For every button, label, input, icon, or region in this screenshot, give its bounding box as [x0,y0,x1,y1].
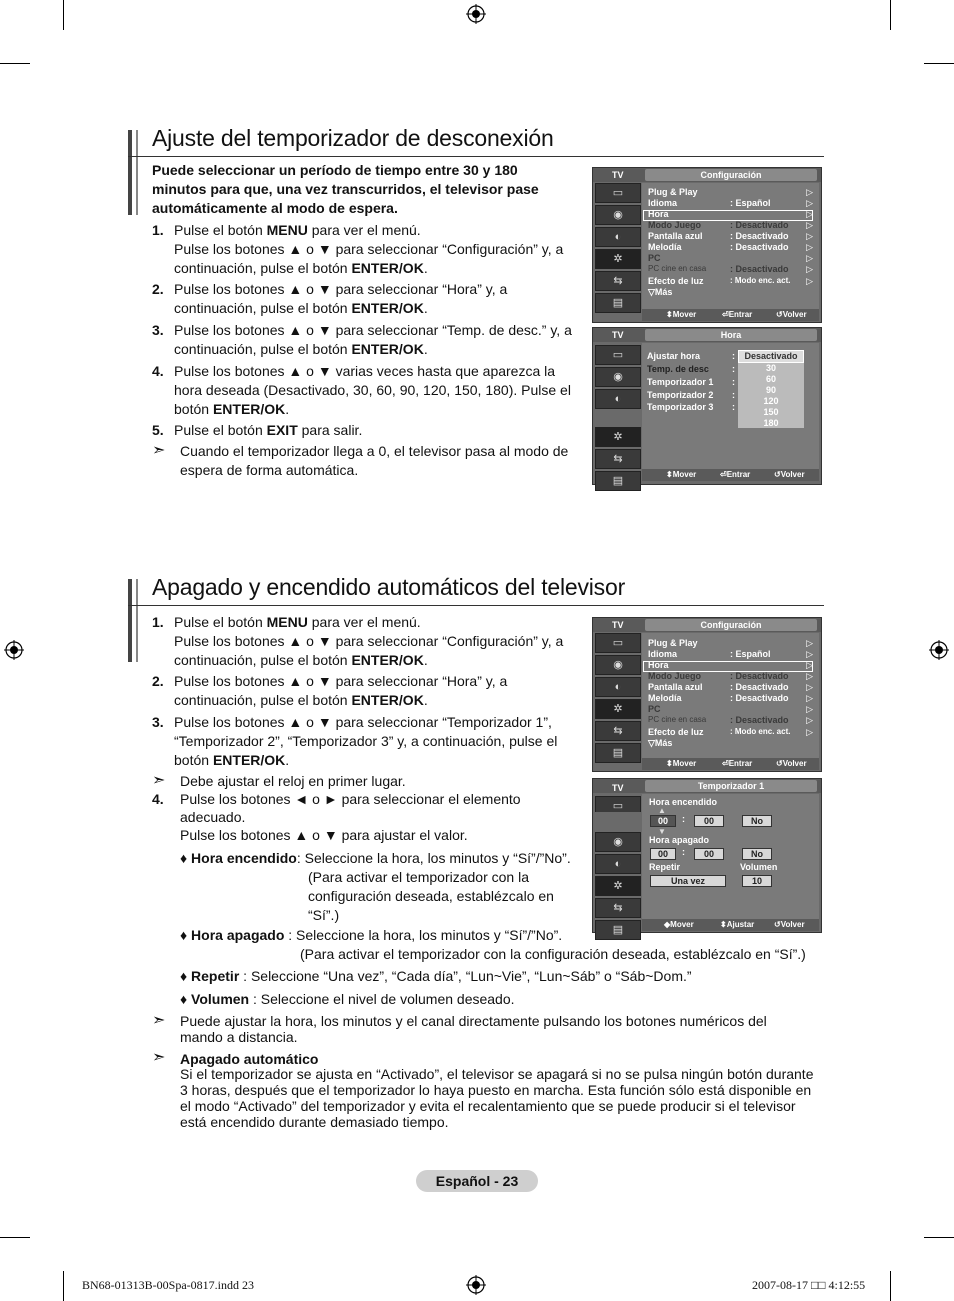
tv-menu-configuracion: TV Configuración ▭ ◉ ◐ ✲ ⇆ ▤ Plug & Play ▷ Idioma : Español ▷ Hora ▷ Modo Juego : Desactivado ▷ Pantalla azul : Desactivado ▷ Melodía : Desactivado ▷ PC ▷ PC cine en casa : Desactivado ▷ Efecto de luz : Modo enc. act. ▷ ▽Más ⬍ Mover ⏎ Entrar ↺ Volver [592,617,822,772]
on-hour-field[interactable]: 00 [650,815,676,827]
title-underline [128,156,824,157]
section-bar [128,579,132,662]
sound-icon[interactable]: ◉ [595,205,641,225]
support-icon[interactable]: ▤ [595,920,641,940]
channel-icon[interactable]: ◐ [595,389,641,409]
setup-icon[interactable]: ✲ [595,876,641,896]
auto-off-text: Si el temporizador se ajusta en “Activado”, el televisor se apagará si no se pulsa ningún botón durante 3 horas, después que el temporizador lo haya puesto en marcha. Esta función sólo está disponible en el modo “Activado” del temporizador y evita el recalentamiento que se puede producir si el televisor está encendido durante demasiado tiempo. [180,1066,814,1130]
picture-icon[interactable]: ▭ [595,345,641,365]
on-yes-no-field[interactable]: No [742,815,772,827]
on-minute-field[interactable]: 00 [694,815,724,827]
note-text: Cuando el temporizador llega a 0, el televisor pasa al modo de espera de forma automática. [180,443,569,478]
setup-icon[interactable]: ✲ [595,249,641,269]
print-file-name: BN68-01313B-00Spa-0817.indd 23 [82,1278,254,1292]
step-1: 1. Pulse el botón MENU para ver el menú. Pulse los botones ▲ o ▼ para seleccionar “Configuración” y, a continuación, pulse el botón ENTER/OK. [152,222,564,276]
intro-text: Puede seleccionar un período de tiempo entre 30 y 180 minutos para que, una vez transcurridos, el televisor pase automáticamente al modo de espera. [152,162,539,216]
channel-icon[interactable]: ◐ [595,854,641,874]
note-arrow-icon: ➣ [152,442,166,459]
sleep-timer-dropdown[interactable]: Desactivado 30 60 90 120 150 180 [738,350,804,428]
step-3: 3. Pulse los botones ▲ o ▼ para seleccionar “Temp. de desc.” y, a continuación, pulse el botón ENTER/OK. [152,322,572,357]
step-1: 1. Pulse el botón MENU para ver el menú. Pulse los botones ▲ o ▼ para seleccionar “Configuración” y, a continuación, pulse el botón ENTER/OK. [152,614,564,668]
step-2: 2. Pulse los botones ▲ o ▼ para seleccionar “Hora” y, a continuación, pulse el botón ENTER/OK. [152,281,508,316]
section-bar [136,579,138,662]
section-title: Ajuste del temporizador de desconexión [152,125,554,151]
tv-menu-hora: TV Hora ▭ ◉ ◐ ✲ ⇆ ▤ Ajustar hora : Temp. de desc : Temporizador 1 : Temporizador 2 : Temporizador 3 : Desactivado 30 60 90 120 150 180 ⬍ Mover ⏎ Entrar ↺ Volver [592,327,822,485]
bullet-repetir: ♦ Repetir : Seleccione “Una vez”, “Cada día”, “Lun~Vie”, “Lun~Sáb” o “Sáb~Dom.” [180,968,692,984]
input-icon[interactable]: ⇆ [595,721,641,741]
sound-icon[interactable]: ◉ [595,655,641,675]
bullet-volumen: ♦ Volumen : Seleccione el nivel de volumen deseado. [180,991,515,1007]
step-2: 2. Pulse los botones ▲ o ▼ para seleccionar “Hora” y, a continuación, pulse el botón ENTER/OK. [152,673,508,708]
note-arrow-icon: ➣ [152,1012,166,1029]
section-bar [128,130,132,215]
option-selected[interactable]: Desactivado [738,350,804,363]
support-icon[interactable]: ▤ [595,293,641,313]
support-icon[interactable]: ▤ [595,743,641,763]
title-underline [128,605,824,606]
setup-icon[interactable]: ✲ [595,699,641,719]
registration-mark-icon [466,4,486,24]
channel-icon[interactable]: ◐ [595,227,641,247]
step-4: 4. Pulse los botones ◄ o ► para seleccionar el elemento adecuado. Pulse los botones ▲ o ▼ para ajustar el valor. [152,791,521,843]
tv-menu-configuracion: TV Configuración ▭ ◉ ◐ ✲ ⇆ ▤ Plug & Play ▷ Idioma : Español ▷ Hora ▷ Modo Juego : Desactivado ▷ Pantalla azul : Desactivado ▷ Melodía : Desactivado ▷ PC ▷ PC cine en casa : Desactivado ▷ Efecto de luz : Modo enc. act. ▷ ▽Más ⬍ Mover ⏎ Entrar ↺ Volver [592,167,822,323]
note-arrow-icon: ➣ [152,1049,166,1066]
picture-icon[interactable]: ▭ [595,796,641,816]
step-5: 5. Pulse el botón EXIT para salir. [152,422,363,438]
input-icon[interactable]: ⇆ [595,449,641,469]
volume-field[interactable]: 10 [742,875,772,887]
registration-mark-icon [466,1275,486,1295]
off-yes-no-field[interactable]: No [742,848,772,860]
registration-mark-icon [4,640,24,660]
input-icon[interactable]: ⇆ [595,898,641,918]
print-date: 2007-08-17 □□ 4:12:55 [752,1278,866,1292]
step-4: 4. Pulse los botones ▲ o ▼ varias veces hasta que aparezca la hora deseada (Desactivado, 30, 60, 90, 120, 150, 180). Pulse el botón ENTER/OK. [152,363,571,417]
auto-off-title: Apagado automático [180,1051,319,1067]
page-number: Español - 23 [416,1170,538,1192]
sound-icon[interactable]: ◉ [595,367,641,387]
channel-icon[interactable]: ◐ [595,677,641,697]
bullet-hora-apagado: ♦ Hora apagado : Seleccione la hora, los minutos y “Sí”/”No”. (Para activar el temporizador con la configuración deseada, establézcalo en “Sí”.) [180,927,806,962]
setup-icon[interactable]: ✲ [595,427,641,447]
bullet-hora-encendido: ♦ Hora encendido: Seleccione la hora, los minutos y “Sí”/”No”. (Para activar el temporizador con la configuración deseada, establézcalo en “Sí”.) [180,850,571,923]
repeat-field[interactable]: Una vez [650,875,726,887]
registration-mark-icon [929,640,949,660]
off-hour-field[interactable]: 00 [650,848,676,860]
input-icon[interactable]: ⇆ [595,271,641,291]
off-minute-field[interactable]: 00 [694,848,724,860]
step-3: 3. Pulse los botones ▲ o ▼ para seleccionar “Temporizador 1”, “Temporizador 2”, “Temporizador 3” y, a continuación, pulse el botón ENTER/OK. [152,714,558,768]
section-bar [136,130,138,215]
note-text: Puede ajustar la hora, los minutos y el canal directamente pulsando los botones numéricos del mando a distancia. [180,1013,767,1045]
tv-menu-temporizador: TV Temporizador 1 ▭ ◉ ◐ ✲ ⇆ ▤ Hora encendido ▲ 00 : 00 No ▼ Hora apagado 00 : 00 No Repetir Volumen Una vez 10 ◆ Mover ⬍ Ajustar ↺ Volver [592,778,822,933]
picture-icon[interactable]: ▭ [595,633,641,653]
picture-icon[interactable]: ▭ [595,183,641,203]
support-icon[interactable]: ▤ [595,471,641,491]
sound-icon[interactable]: ◉ [595,832,641,852]
note-arrow-icon: ➣ [152,772,166,789]
section-title: Apagado y encendido automáticos del televisor [152,574,626,600]
note-text: Debe ajustar el reloj en primer lugar. [180,773,406,789]
